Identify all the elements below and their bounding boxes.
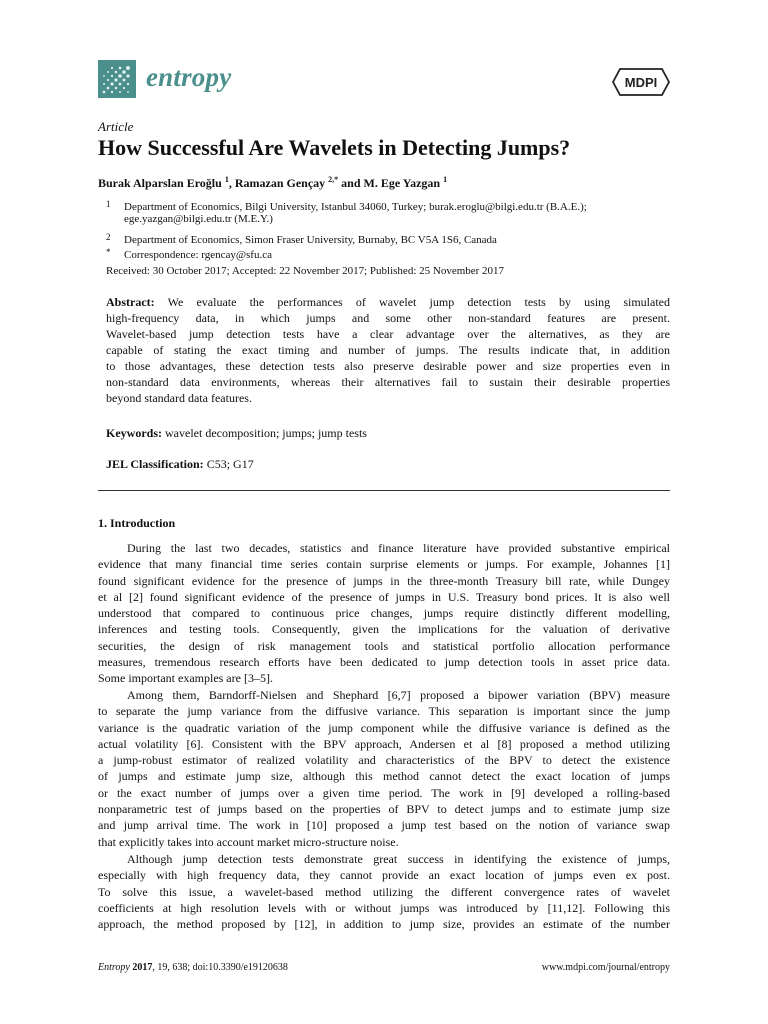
correspondence-mark: *	[106, 247, 111, 257]
jel-line	[106, 456, 670, 472]
correspondence-row	[98, 245, 272, 260]
keywords-text: wavelet decomposition; jumps; jump tests	[162, 426, 367, 440]
affiliation-row	[98, 230, 497, 245]
paragraph-line: to separate the jump variance from the diffusive variance. This separation is important since the jump	[98, 704, 670, 719]
paragraph	[98, 687, 670, 850]
section-heading: 1. Introduction	[98, 516, 176, 530]
abstract-line: to those advantages, these detection tests also preserve desirable power and size properties even in	[106, 359, 670, 373]
jel-text: C53; G17	[203, 457, 254, 471]
paragraph-line: Although jump detection tests demonstrate great success in identifying the existence of jumps,	[127, 852, 670, 866]
paragraph-line: or the exact number of jumps over a given time period. The work in [9] developed a rolling-based	[98, 785, 670, 800]
affiliation-mark: 1	[106, 199, 111, 209]
affiliation-text: ege.yazgan@bilgi.edu.tr (M.E.Y.)	[124, 213, 273, 225]
author-separator: and	[338, 176, 364, 190]
paragraph-line: understood that compared to continuous price changes, jumps require distinctly different modelling,	[98, 606, 670, 621]
paragraph-line: actual volatility [6]. Consistent with the BPV approach, Andersen et al [8] proposed a method utilizing	[98, 736, 670, 751]
paragraph-line: that explicitly takes into account market micro-structure noise.	[98, 834, 399, 849]
paragraph-line: approach, the method proposed by [12], in addition to jump size, provides an estimate of the number	[98, 917, 670, 932]
abstract-line: high-frequency data, in which jumps and some other non-standard features are present.	[106, 311, 670, 325]
abstract-line: Wavelet-based jump detection tests have a clear advantage over the alternatives, as they are	[106, 327, 670, 341]
paragraph-line: a jump-robust estimator of realized volatility and characteristics of the BPV to detect the existence	[98, 753, 670, 768]
footer-doi: , 19, 638; doi:10.3390/e19120638	[152, 962, 288, 973]
paragraph-line: securities, the design of risk management tools and statistical portfolio allocation performance	[98, 638, 670, 653]
author-separator: ,	[228, 176, 235, 190]
paper-title: How Successful Are Wavelets in Detecting Jumps?	[98, 135, 571, 160]
paragraph-line: variance is the quadratic variation of the jump component while the diffusive variance is defined as the	[98, 720, 670, 735]
paragraph	[98, 540, 670, 687]
abstract	[106, 294, 670, 406]
footer-citation	[98, 962, 288, 973]
paragraph-line: measures, tremendous research efforts have been dedicated to jump detection tools in asset price data.	[98, 655, 670, 670]
paragraph-line: evidence that many financial time series contain surprise elements or jumps. For example, Johannes [1]	[98, 557, 670, 572]
paragraph-line: coefficients at high resolution levels with or without jumps was introduced by [11,12]. Following this	[98, 900, 670, 915]
keywords	[106, 425, 670, 441]
jel-label: JEL Classification:	[106, 457, 204, 471]
footer-year: 2017	[132, 962, 153, 973]
paragraph-line: Among them, Barndorff-Nielsen and Shephard [6,7] proposed a bipower variation (BPV) measure	[127, 688, 670, 702]
author-list	[98, 176, 447, 191]
author-affiliation-mark: 1	[443, 175, 448, 184]
paragraph-line: especially with high frequency data, they cannot provide an exact location of jumps even ex post.	[98, 868, 670, 883]
affiliation-text: Department of Economics, Bilgi University, Istanbul 34060, Turkey; burak.eroglu@bilgi.edu.tr (B.A.E.);	[124, 201, 587, 213]
abstract-line: beyond standard data features.	[106, 391, 252, 405]
paragraph-line: Some important examples are [3–5].	[98, 671, 273, 686]
footer-journal: Entropy	[98, 962, 130, 973]
footer-url-link[interactable]: www.mdpi.com/journal/entropy	[541, 962, 670, 973]
mdpi-logo-icon	[612, 68, 670, 101]
abstract-text: We evaluate the performances of wavelet jump detection tests by using simulated	[154, 295, 670, 309]
affiliation-text: Department of Economics, Simon Fraser University, Burnaby, BC V5A 1S6, Canada	[124, 234, 497, 246]
section-divider	[98, 490, 670, 491]
paragraph	[98, 851, 670, 932]
article-type: Article	[98, 119, 134, 134]
keywords-line	[106, 425, 670, 441]
affiliation-row	[98, 212, 273, 227]
abstract-label: Abstract:	[106, 295, 155, 309]
abstract-line	[106, 294, 670, 310]
correspondence-text: Correspondence: rgencay@sfu.ca	[124, 249, 272, 261]
paragraph-line: nonparametric test of jumps based on the properties of BPV to detect jumps and to estimate jump size	[98, 802, 670, 817]
paragraph-line: inferences and testing tools. Consequently, given the implications for the valuation of derivative	[98, 622, 670, 637]
author-affiliation-mark: 2,*	[328, 175, 339, 184]
jel-classification	[106, 456, 670, 472]
author-name: Burak Alparslan Eroğlu	[98, 176, 222, 190]
paragraph-line: found significant evidence for the presence of jumps in the three-month Treasury bill rate, while Dungey	[98, 573, 670, 588]
keywords-label: Keywords:	[106, 426, 162, 440]
author-name: Ramazan Gençay	[234, 176, 326, 190]
paragraph-line: and jump arrival time. The work in [10] proposed a jump test based on the notion of variance swap	[98, 818, 670, 833]
affiliation-row	[98, 197, 587, 212]
publication-dates: Received: 30 October 2017; Accepted: 22 November 2017; Published: 25 November 2017	[106, 265, 505, 277]
abstract-line: capable of stating the exact timing and number of jumps. The results indicate that, in addition	[106, 343, 670, 357]
affiliation-mark: 2	[106, 232, 111, 242]
paragraph-line: of jumps and estimate jump size, although this method cannot detect the exact location of jumps	[98, 769, 670, 784]
author-affiliation-mark: 1	[224, 175, 229, 184]
paragraph-line: During the last two decades, statistics and finance literature have provided substantive empirical	[127, 541, 670, 555]
mdpi-logo-text: MDPI	[624, 75, 658, 90]
journal-logo-icon	[98, 60, 136, 98]
journal-name: entropy	[146, 62, 232, 92]
paragraph-line: To solve this issue, a wavelet-based method utilizing the different convergence rates of wavelet	[98, 884, 670, 899]
author-name: M. Ege Yazgan	[363, 176, 441, 190]
abstract-line: non-standard data environments, whereas their alternatives fail to sustain their desirable properties	[106, 375, 670, 389]
paragraph-line: et al [2] found significant evidence of the presence of jumps in U.S. Treasury bond prices. It is also well	[98, 589, 670, 604]
